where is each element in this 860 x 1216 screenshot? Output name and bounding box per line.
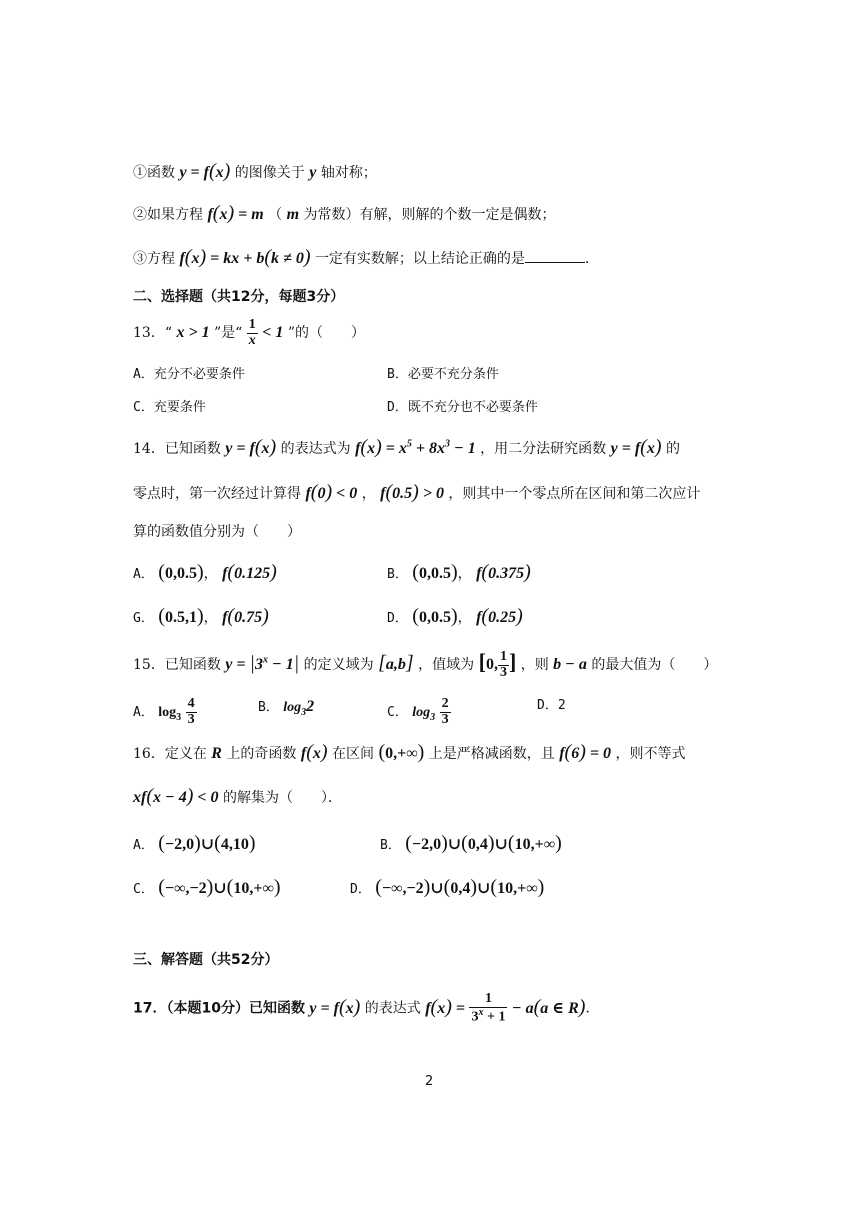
c1-text-c: 轴对称； <box>320 165 377 181</box>
q14-b-label: B． <box>387 567 408 582</box>
q16-text: 上是严格减函数，且 <box>428 746 555 762</box>
fraction: $\frac{4}{3}$ <box>187 696 195 727</box>
q16-a-label: A． <box>133 838 154 853</box>
math: (−2,0)∪(4,10) <box>158 832 256 854</box>
q13-option-d[interactable]: D．既不充分也不必要条件 <box>387 400 538 415</box>
q15-c-label: C． <box>387 705 408 721</box>
q15-b-label: B． <box>258 700 279 715</box>
math: $\log_3$ <box>412 705 436 723</box>
q13-end: ”的（ ） <box>287 325 365 342</box>
math: (0.5,1) <box>158 605 204 627</box>
q14-text: 的 <box>665 441 680 457</box>
c2-text-c: 为常数）有解，则解的个数一定是偶数； <box>303 207 556 223</box>
q16-text: 在区间 <box>331 746 374 762</box>
c2-text: ②如果方程 <box>133 207 203 223</box>
math: [a,b] <box>378 651 414 674</box>
q14-option-b[interactable]: B． (0,0.5)， f(0.375) <box>387 561 531 583</box>
q16-option-d[interactable] <box>350 877 544 897</box>
q14-c-label: G． <box>133 611 154 626</box>
math: < 1 <box>262 324 284 342</box>
q16-c-label: C． <box>133 882 154 897</box>
q17-text: 17．（本题10分）已知函数 <box>133 1000 305 1017</box>
q13-option-a[interactable]: A．充分不必要条件 <box>133 367 245 382</box>
q15-text: ，值域为 <box>418 656 475 673</box>
q15-option-d[interactable]: D．2 <box>537 698 566 713</box>
q16-option-a[interactable] <box>133 833 256 853</box>
math: [0, $\frac{1}{3}$ ] <box>478 648 517 680</box>
q16-text: ，则不等式 <box>615 746 686 762</box>
q14-text: ，用二分法研究函数 <box>480 441 607 457</box>
section-3-heading: 三、解答题（共52分） <box>133 952 279 968</box>
math: $f(x) = x^5 + 8x^3 - 1$ <box>355 436 476 458</box>
q14-text: ， <box>361 486 376 502</box>
math: f(x) = kx + b(k ≠ 0) <box>179 246 311 268</box>
q17-text: 的表达式 <box>364 1000 421 1017</box>
math: y = f(x) <box>179 160 231 182</box>
conclusion-3: ③方程 f(x) = kx + b(k ≠ 0) 一定有实数解；以上结论正确的是 ． <box>133 246 599 268</box>
math: b − a <box>553 655 587 673</box>
q14-text: 的表达式为 <box>280 441 351 457</box>
question-15 <box>133 650 717 680</box>
math: f(x) <box>300 741 328 763</box>
fraction: $\frac{1}{x}$ <box>248 317 256 348</box>
q16-option-c[interactable] <box>133 877 281 897</box>
math: x > 1 <box>176 324 210 342</box>
section-2-heading: 二、选择题（共12分，每题3分） <box>133 289 345 305</box>
math: $y = |3^x - 1|$ <box>225 651 300 674</box>
math: m <box>286 206 300 223</box>
question-16-line-1 <box>133 742 685 762</box>
question-16-line-2 <box>133 786 342 806</box>
q14-option-a[interactable]: A． (0,0.5)， f(0.125) <box>133 561 277 583</box>
q14-d-label: D． <box>387 611 408 626</box>
q15-text: 15．已知函数 <box>133 656 221 673</box>
math: (0,0.5) <box>158 561 204 583</box>
q16-text: 16．定义在 <box>133 746 207 762</box>
math: (0,0.5) <box>412 605 458 627</box>
math: R <box>211 745 222 762</box>
c1-text-b: 的图像关于 <box>234 165 305 181</box>
q14-a-label: A． <box>133 567 154 582</box>
q15-a-label: A． <box>133 705 154 721</box>
math: (−∞,−2)∪(0,4)∪(10,+∞) <box>375 876 545 898</box>
math: f(0.375) <box>476 561 531 583</box>
q16-b-label: B． <box>380 838 401 853</box>
math: f(0.125) <box>222 561 277 583</box>
q15-option-a[interactable] <box>133 697 197 727</box>
q14-text: ，则其中一个零点所在区间和第二次应计 <box>448 486 701 502</box>
math: y = f(x) <box>309 995 361 1018</box>
math: f(0.75) <box>222 605 269 627</box>
question-13 <box>133 318 365 348</box>
q15-text: 的定义域为 <box>303 656 374 673</box>
math: f(6) = 0 <box>559 741 612 763</box>
q15-text: 的最大值为（ ） <box>591 656 718 673</box>
math: (−∞,−2)∪(10,+∞) <box>158 876 281 898</box>
c2-text-b: （ <box>268 207 283 223</box>
math: f(x) = m <box>207 202 264 224</box>
page-number: 2 <box>425 1074 434 1089</box>
c3-text-b: 一定有实数解；以上结论正确的是 <box>314 251 525 267</box>
q14-text: 14．已知函数 <box>133 441 221 457</box>
math: y = f(x) <box>225 436 277 458</box>
q16-text: 上的奇函数 <box>226 746 297 762</box>
math: (−2,0)∪(0,4)∪(10,+∞) <box>405 832 562 854</box>
math: y = f(x) <box>610 436 662 458</box>
math: y <box>309 164 317 181</box>
math: − a(a ∈ R) <box>511 995 586 1018</box>
math: $\log_32$ <box>283 698 315 718</box>
math: f(0) < 0 <box>305 481 358 503</box>
fraction: $\frac{1}{3^x + 1}$ <box>471 991 506 1025</box>
q14-option-c[interactable]: G． (0.5,1)， f(0.75) <box>133 605 269 627</box>
q14-option-d[interactable]: D． (0,0.5)， f(0.25) <box>387 605 523 627</box>
q16-option-b[interactable] <box>380 833 562 853</box>
c1-text: ①函数 <box>133 165 175 181</box>
math: $\log_3$ <box>158 705 182 723</box>
question-17: 17．（本题10分）已知函数 y = f(x) 的表达式 f(x) = $\frac{1}{3^x + 1}$ − a(a ∈ R)． <box>133 991 600 1025</box>
q13-num: 13．“ <box>133 325 172 342</box>
q13-option-b[interactable]: B．必要不充分条件 <box>387 367 499 382</box>
question-14-line-3: 算的函数值分别为（ ） <box>133 524 301 540</box>
q15-text: ，则 <box>520 656 549 673</box>
q13-mid: ”是“ <box>214 325 243 342</box>
c3-text: ③方程 <box>133 251 175 267</box>
q14-text: 零点时，第一次经过计算得 <box>133 486 301 502</box>
q15-option-c[interactable] <box>387 697 451 727</box>
question-14-line-2 <box>133 482 700 502</box>
q13-option-c[interactable]: C．充要条件 <box>133 400 206 415</box>
q15-option-b[interactable] <box>258 699 314 718</box>
answer-blank[interactable] <box>525 248 585 263</box>
conclusion-2 <box>133 203 556 223</box>
conclusion-1 <box>133 161 377 181</box>
math: f(0.5) > 0 <box>380 481 444 503</box>
math: xf(x − 4) < 0 <box>133 785 219 807</box>
math: (0,+∞) <box>378 741 425 763</box>
fraction: $\frac{2}{3}$ <box>441 696 449 727</box>
math: f(0.25) <box>476 605 523 627</box>
math: f(x) = <box>425 995 466 1018</box>
question-14-line-1 <box>133 437 680 457</box>
q16-d-label: D． <box>350 882 371 897</box>
math: (0,0.5) <box>412 561 458 583</box>
q16-text: 的解集为（ ）． <box>222 790 342 806</box>
